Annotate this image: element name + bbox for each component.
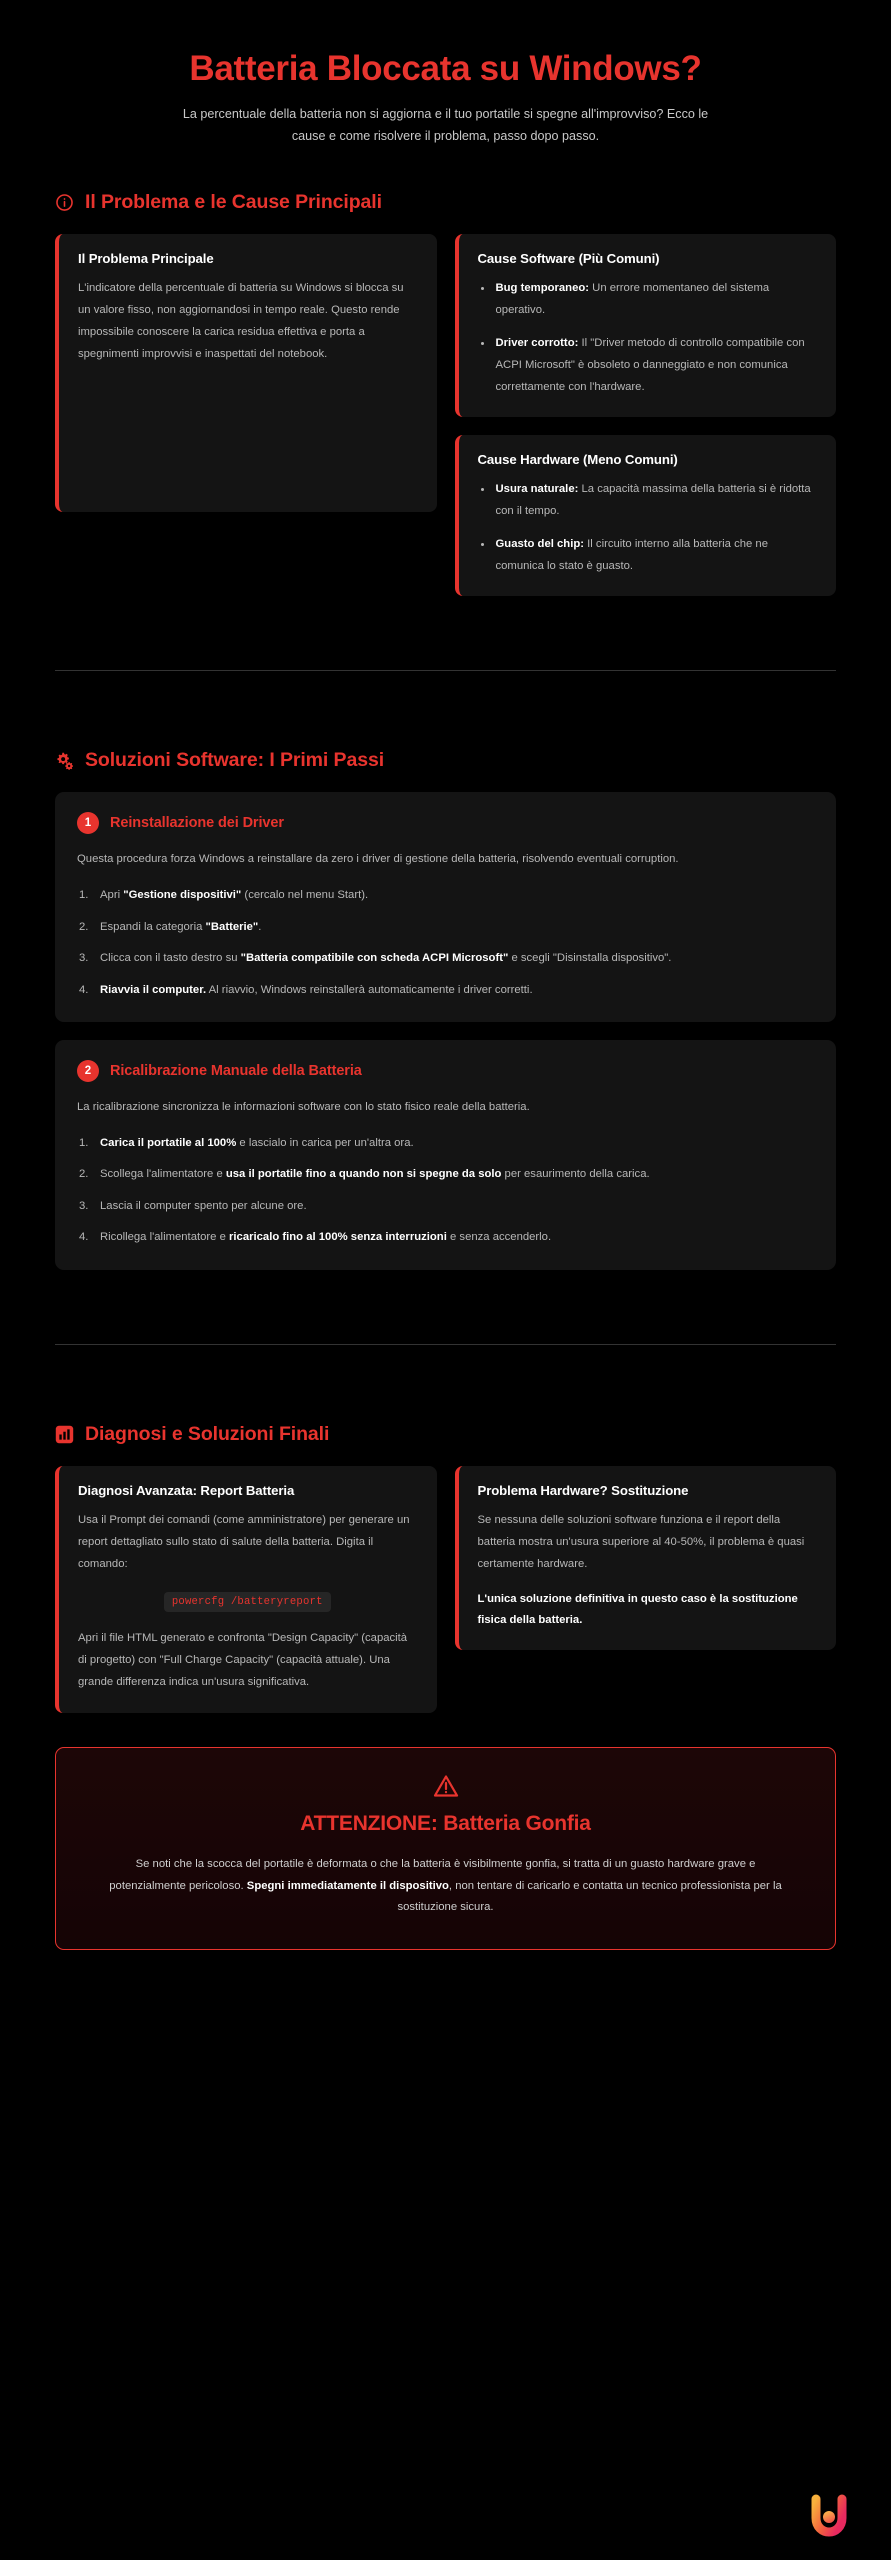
item-pre: Ricollega l'alimentatore e — [100, 1231, 229, 1244]
card-cause-hardware — [455, 435, 837, 596]
step-header — [77, 1060, 814, 1082]
item-post: e scegli "Disinstalla dispositivo". — [508, 952, 672, 965]
section-diagnosi-soluzioni — [55, 1423, 836, 1713]
warning-triangle-icon — [98, 1774, 793, 1798]
item-bold: Carica il portatile al 100% — [100, 1136, 237, 1149]
list-item-rest: La capacità massima della batteria si è ridotta con il tempo. — [495, 483, 811, 518]
card-problema-principale — [55, 234, 437, 512]
page-subtitle: La percentuale della batteria non si aggiorna e il tuo portatile si spegne all'improvviso? Ecco le cause e come risolvere il problema, passo dopo passo. — [182, 107, 709, 143]
list-item-rest: Un errore momentaneo del sistema operativo. — [495, 282, 770, 317]
item-bold: usa il portatile fino a quando non si spegne da solo — [225, 1168, 502, 1181]
item-pre: Lascia il computer spento per alcune ore. — [100, 1199, 307, 1212]
card-title: Cause Software (Più Comuni) — [477, 251, 660, 267]
list-item — [77, 1133, 814, 1154]
list-item — [478, 534, 817, 578]
step-intro: Questa procedura forza Windows a reinstallare da zero i driver di gestione della batteria, risolvendo eventuali corruption. — [77, 853, 679, 866]
list-item — [478, 333, 817, 398]
powercfg-command[interactable]: powercfg /batteryreport — [164, 1592, 331, 1612]
step-number-badge: 1 — [77, 812, 99, 834]
step-title: Reinstallazione dei Driver — [110, 815, 284, 832]
cause-column — [455, 234, 837, 596]
section-divider-2 — [55, 1344, 836, 1345]
item-bold: "Batterie" — [205, 920, 259, 933]
section-title: Soluzioni Software: I Primi Passi — [85, 749, 385, 772]
list-item — [77, 1227, 814, 1248]
warning-banner — [55, 1747, 836, 1950]
step-1-list — [77, 885, 814, 1000]
card-title: Diagnosi Avanzata: Report Batteria — [78, 1482, 295, 1498]
step-card-1 — [55, 792, 836, 1022]
item-pre: Clicca con il tasto destro su — [100, 952, 241, 965]
item-post: Al riavvio, Windows reinstallerà automaticamente i driver corretti. — [206, 983, 533, 996]
bar-chart-icon — [55, 1425, 74, 1444]
section-problema-cause — [55, 191, 836, 596]
step-card-2 — [55, 1040, 836, 1270]
item-post: e senza accenderlo. — [446, 1231, 552, 1244]
step-number-badge: 2 — [77, 1060, 99, 1082]
warning-title: ATTENZIONE: Batteria Gonfia — [300, 1811, 591, 1835]
warning-text — [98, 1854, 793, 1919]
list-item-lead: Usura naturale: — [495, 483, 579, 496]
list-item — [77, 948, 814, 969]
hardware-cause-list — [478, 479, 817, 577]
hero-section — [55, 0, 836, 147]
command-block — [78, 1591, 417, 1612]
item-pre: Espandi la categoria — [100, 920, 206, 933]
list-item — [77, 1196, 814, 1217]
section-title: Il Problema e le Cause Principali — [85, 191, 382, 214]
warning-text-before: Se noti che la scocca del portatile è deformata o che la batteria è visibilmente gonfia, si tratta di un guasto hardware grave e potenzialmente pericoloso. — [109, 1857, 756, 1892]
item-bold: "Gestione dispositivi" — [123, 889, 242, 902]
list-item — [77, 1164, 814, 1185]
card-note: L'unica soluzione definitiva in questo caso è la sostituzione fisica della batteria. — [477, 1593, 798, 1627]
card-body-after: Apri il file HTML generato e confronta "Design Capacity" (capacità di progetto) con "Full Charge Capacity" (capacità attuale). Una grande differenza indica un'usura significativa. — [78, 1632, 408, 1688]
problem-cause-grid — [55, 234, 836, 596]
item-pre: Apri — [100, 889, 124, 902]
brand-logo[interactable] — [805, 2490, 853, 2538]
list-item-lead: Driver corrotto: — [495, 336, 579, 349]
step-header — [77, 812, 814, 834]
warning-text-after: , non tentare di caricarlo e contatta un tecnico professionista per la sostituzione sicura. — [397, 1879, 782, 1914]
card-title: Il Problema Principale — [78, 251, 214, 267]
item-bold: ricaricalo fino al 100% senza interruzioni — [229, 1231, 447, 1244]
info-circle-icon — [55, 193, 74, 212]
diagnosi-grid — [55, 1466, 836, 1713]
warning-text-bold: Spegni immediatamente il dispositivo — [246, 1879, 449, 1892]
list-item-lead: Guasto del chip: — [495, 537, 584, 550]
card-body: Se nessuna delle soluzioni software funziona e il report della batteria mostra un'usura superiore al 40-50%, il problema è quasi certamente hardware. — [477, 1513, 805, 1570]
step-title: Ricalibrazione Manuale della Batteria — [110, 1063, 362, 1080]
list-item — [77, 980, 814, 1001]
section-divider-1 — [55, 670, 836, 671]
item-post: (cercalo nel menu Start). — [241, 889, 369, 902]
list-item — [77, 917, 814, 938]
card-diagnosi-avanzata — [55, 1466, 437, 1713]
item-pre: Scollega l'alimentatore e — [100, 1168, 226, 1181]
software-cause-list — [478, 278, 817, 398]
section-header — [55, 1423, 836, 1446]
list-item-lead: Bug temporaneo: — [495, 282, 590, 295]
section-soluzioni-software — [55, 749, 836, 1269]
list-item — [77, 885, 814, 906]
item-bold: "Batteria compatibile con scheda ACPI Microsoft" — [240, 952, 509, 965]
list-item-rest: Il circuito interno alla batteria che ne comunica lo stato è guasto. — [495, 537, 768, 572]
card-body-before: Usa il Prompt dei comandi (come amministratore) per generare un report dettagliato sullo stato di salute della batteria. Digita il comando: — [78, 1513, 410, 1570]
card-cause-software — [455, 234, 837, 417]
card-body: L'indicatore della percentuale di batteria su Windows si blocca su un valore fisso, non aggiornandosi in tempo reale. Questo rende impossibile conoscere la carica residua effettiva e porta a spegnimenti improvvisi e inaspettati del notebook. — [78, 282, 404, 360]
item-post: per esaurimento della carica. — [501, 1168, 650, 1181]
list-item-rest: Il "Driver metodo di controllo compatibile con ACPI Microsoft" è obsoleto o danneggiato e non comunica correttamente con l'hardware. — [495, 336, 805, 393]
card-title: Cause Hardware (Meno Comuni) — [477, 452, 678, 468]
section-header — [55, 749, 836, 772]
card-title: Problema Hardware? Sostituzione — [477, 1482, 689, 1498]
gears-icon — [55, 751, 74, 770]
step-intro: La ricalibrazione sincronizza le informazioni software con lo stato fisico reale della batteria. — [77, 1101, 530, 1114]
list-item — [478, 479, 817, 523]
item-bold: Riavvia il computer. — [100, 983, 207, 996]
section-title: Diagnosi e Soluzioni Finali — [85, 1422, 330, 1445]
step-2-list — [77, 1133, 814, 1248]
list-item — [478, 278, 817, 322]
card-problema-hardware — [455, 1466, 837, 1650]
section-header — [55, 191, 836, 214]
item-post: e lascialo in carica per un'altra ora. — [236, 1136, 414, 1149]
item-post: . — [258, 920, 262, 933]
page-title: Batteria Bloccata su Windows? — [189, 49, 702, 88]
